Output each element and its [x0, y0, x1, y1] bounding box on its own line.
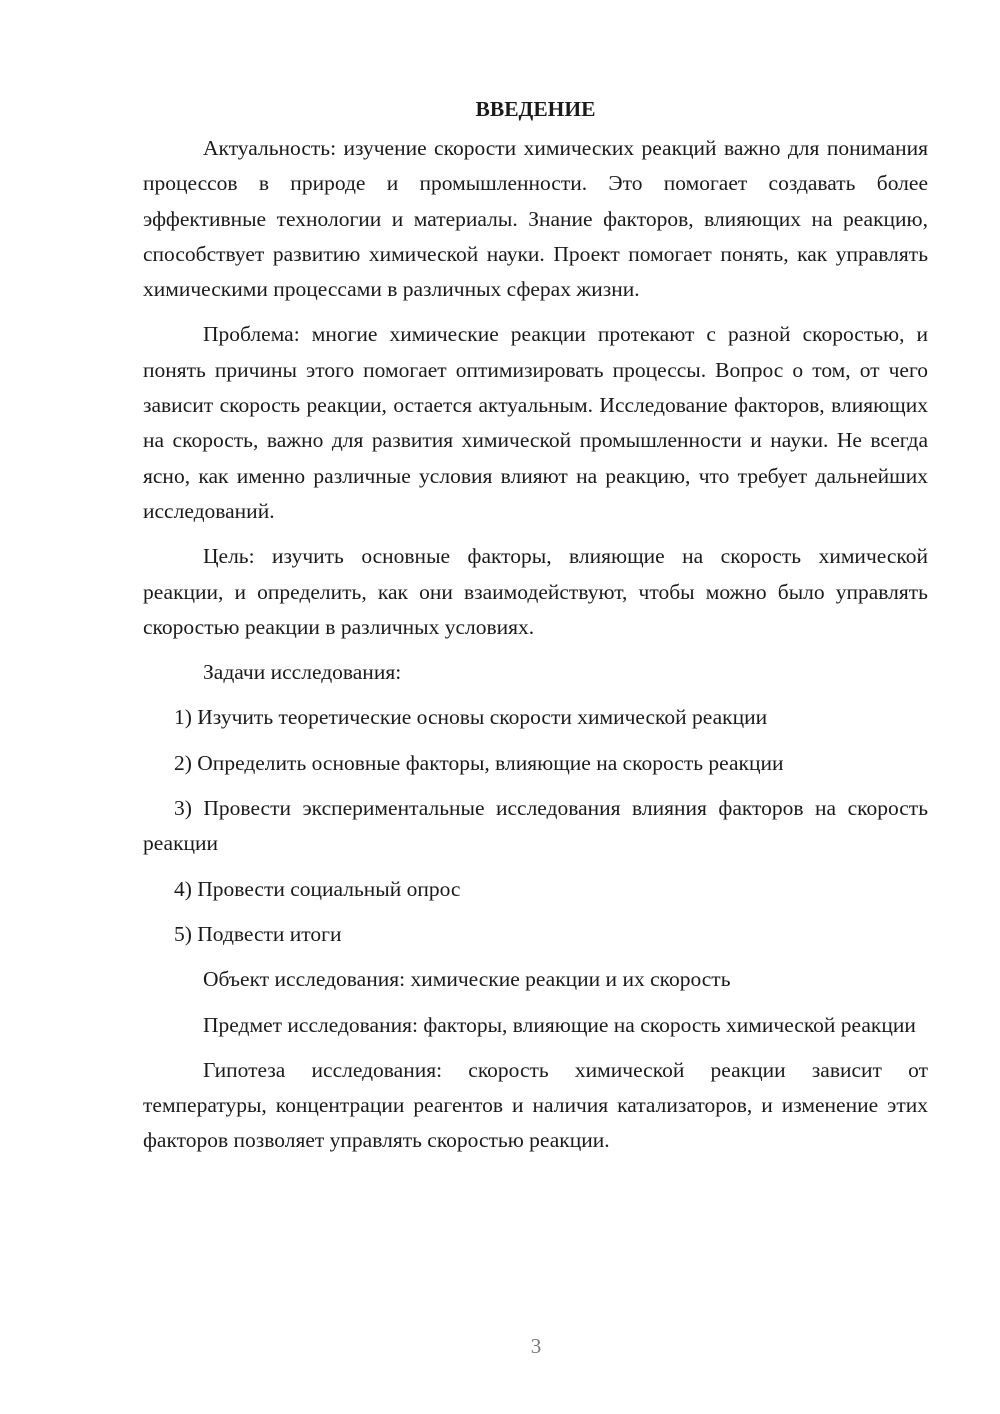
- goal-paragraph: Цель: изучить основные факторы, влияющие на скорость химической реакции, и определить, как они взаимодействуют, чтобы можно было управлять скоростью реакции в различных условиях.: [143, 544, 928, 639]
- hypothesis-paragraph: Гипотеза исследования: скорость химической реакции зависит от температуры, концентрации реагентов и наличия катализаторов, и изменение этих факторов позволяет управлять скоростью реакции.: [143, 1057, 928, 1153]
- task-item-5: 5) Подвести итоги: [174, 921, 342, 946]
- page-title: ВВЕДЕНИЕ: [475, 97, 596, 121]
- tasks-heading: Задачи исследования:: [203, 660, 402, 685]
- page-number: 3: [530, 1334, 542, 1358]
- relevance-paragraph: Актуальность: изучение скорости химических реакций важно для понимания процессов в природе и промышленности. Это помогает создавать более эффективные технологии и материалы. Знание факторов, влияющих на реакцию, способствует развитию химической науки. Проект помогает понять, как управлять химическими процессами в различных сферах жизни.: [143, 136, 928, 302]
- page-content: [143, 92, 928, 1169]
- task-item-4: 4) Провести социальный опрос: [174, 876, 461, 901]
- object-paragraph: Объект исследования: химические реакции и их скорость: [203, 967, 731, 992]
- subject-paragraph: Предмет исследования: факторы, влияющие на скорость химической реакции: [203, 1012, 916, 1037]
- task-item-1: 1) Изучить теоретические основы скорости химической реакции: [174, 705, 768, 730]
- problem-paragraph: Проблема: многие химические реакции протекают с разной скоростью, и понять причины этого помогает оптимизировать процессы. Вопрос о том, от чего зависит скорость реакции, остается актуальным. Исследование факторов, влияющих на скорость, важно для развития химической промышленности и науки. Не всегда ясно, как именно различные условия влияют на реакцию, что требует дальнейших исследований.: [143, 322, 928, 523]
- task-item-2: 2) Определить основные факторы, влияющие на скорость реакции: [174, 750, 784, 775]
- task-item-3: 3) Провести экспериментальные исследования влияния факторов на скорость реакции: [143, 796, 928, 856]
